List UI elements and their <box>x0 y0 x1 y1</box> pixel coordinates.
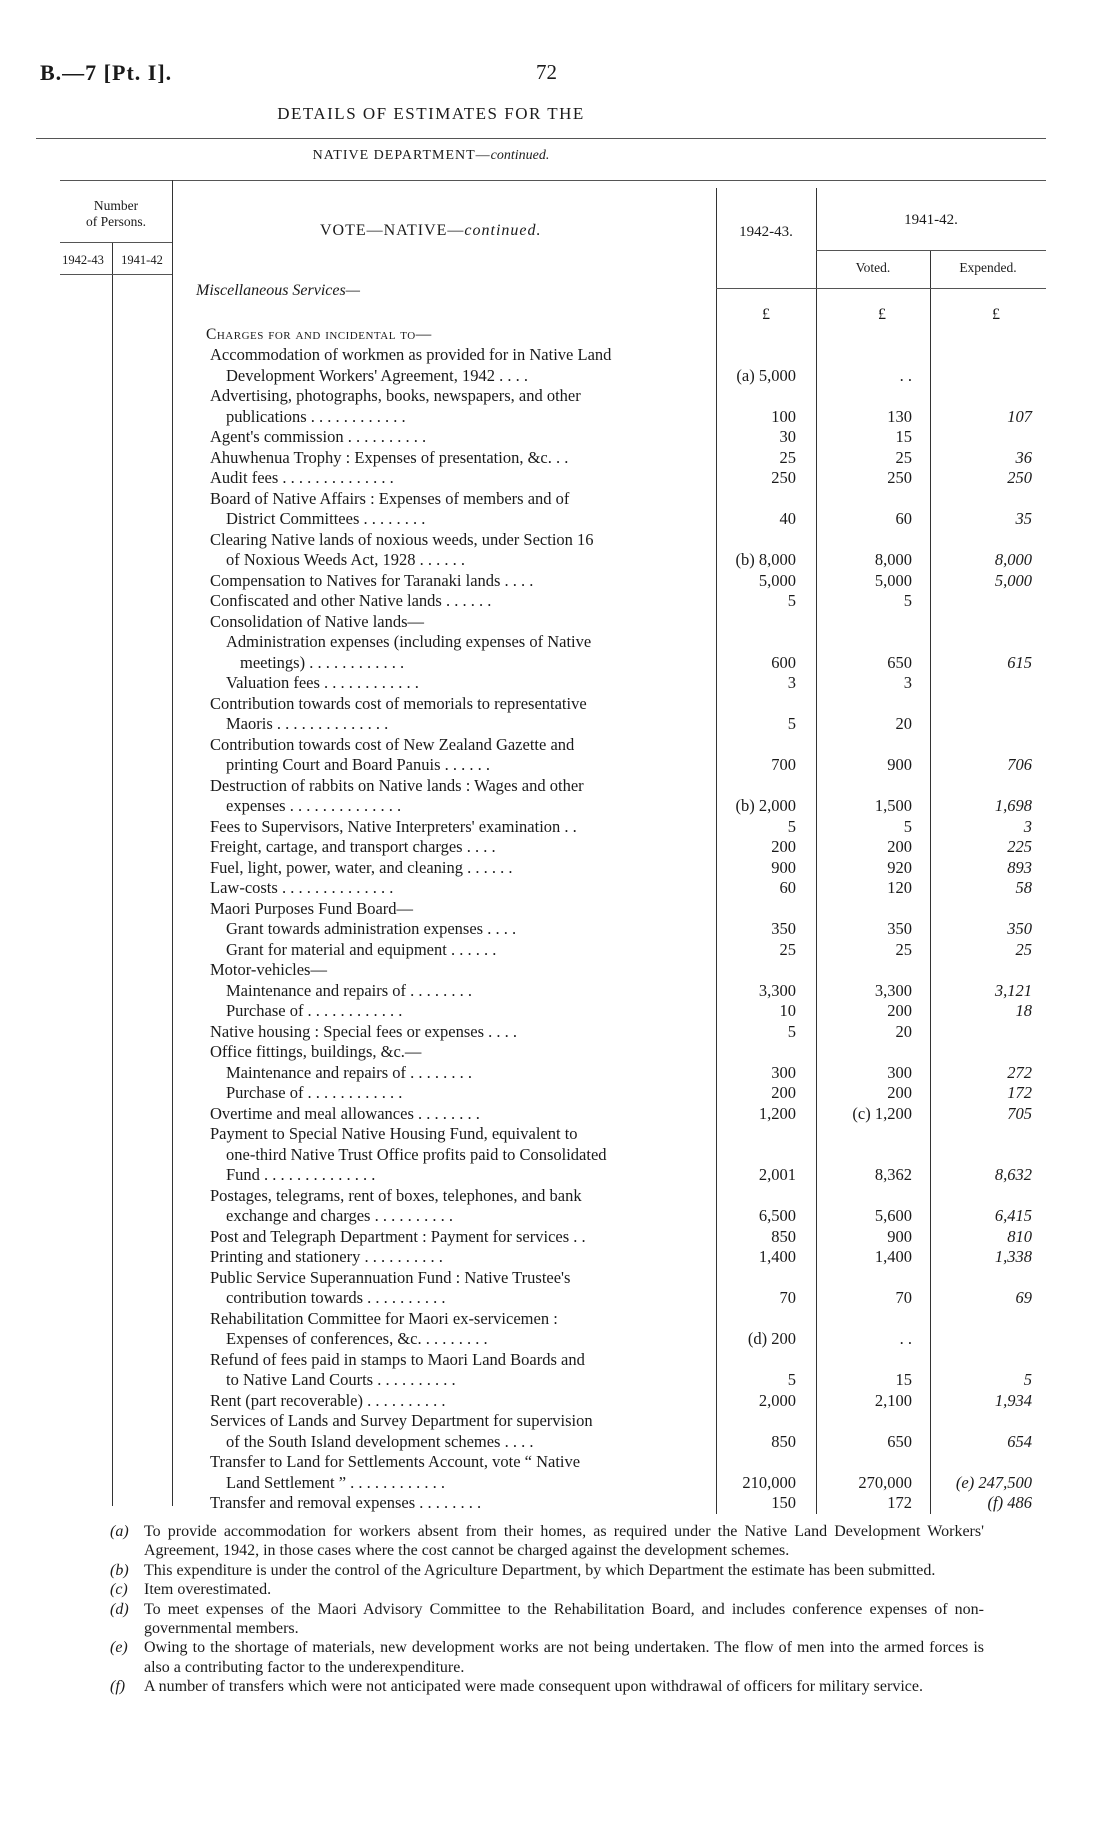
row-description: of Noxious Weeds Act, 1928 . . . . . . <box>226 550 465 569</box>
footnote-label: (d) <box>110 1600 129 1618</box>
persons-heading <box>60 198 172 230</box>
expended-amount: 8,632 <box>994 1165 1032 1184</box>
table-row <box>0 591 1114 611</box>
table-row <box>0 427 1114 447</box>
row-description: meetings) . . . . . . . . . . . . <box>240 652 405 672</box>
table-row <box>0 612 1114 632</box>
table-row <box>0 1452 1114 1472</box>
voted-amount: 15 <box>895 427 912 446</box>
department-name: NATIVE DEPARTMENT— <box>312 148 491 163</box>
estimate-amount: 850 <box>771 1431 796 1451</box>
row-description: District Committees . . . . . . . . <box>226 509 426 528</box>
table-row <box>0 468 1114 488</box>
vote-title <box>320 222 542 240</box>
row-description: Purchase of . . . . . . . . . . . . <box>226 1001 403 1020</box>
table-row <box>0 571 1114 591</box>
estimate-amount: 600 <box>771 652 796 672</box>
estimate-amount: 25 <box>779 447 796 467</box>
footnote-text: Item overestimated. <box>144 1581 272 1599</box>
voted-amount: 350 <box>887 919 912 938</box>
table-row <box>0 1186 1114 1206</box>
table-row <box>0 837 1114 857</box>
persons-heading-line1: Number <box>93 198 139 213</box>
table-row <box>0 530 1114 550</box>
row-description: Maoris . . . . . . . . . . . . . . <box>226 714 389 733</box>
row-description: Land Settlement ” . . . . . . . . . . . . <box>226 1472 446 1492</box>
voted-amount: 1,500 <box>874 796 912 815</box>
pound-sign-estimate: £ <box>762 306 770 323</box>
voted-amount: 3,300 <box>874 980 912 1000</box>
voted-amount: 5,600 <box>874 1206 912 1225</box>
estimate-amount: 5,000 <box>758 570 796 590</box>
report-reference: B.—7 [Pt. I]. <box>40 60 173 85</box>
table-row <box>0 1104 1114 1124</box>
row-description: Services of Lands and Survey Department for supervision <box>210 1411 593 1430</box>
pound-sign-voted: £ <box>878 306 886 323</box>
footnote-text: Owing to the shortage of materials, new development works are not being undertaken. The flow of men into the armed forces is also a contributing factor to the underexpenditure. <box>144 1639 984 1676</box>
voted-amount: 25 <box>895 939 912 959</box>
voted-amount: 8,362 <box>874 1165 912 1184</box>
row-description: Rent (part recoverable) . . . . . . . . . . <box>210 1390 446 1410</box>
row-description: Confiscated and other Native lands . . . . . . <box>210 591 492 610</box>
row-description: Post and Telegraph Department : Payment for services . . <box>210 1226 586 1246</box>
row-description: Consolidation of Native lands— <box>210 611 425 631</box>
table-row <box>0 366 1114 386</box>
row-description: Maintenance and repairs of . . . . . . . . <box>226 980 473 1000</box>
table-row <box>0 653 1114 673</box>
estimate-amount: 850 <box>771 1226 796 1246</box>
table-row <box>0 919 1114 939</box>
voted-amount: 200 <box>887 837 912 856</box>
table-row <box>0 1063 1114 1083</box>
estimate-amount: 200 <box>771 1083 796 1102</box>
table-row <box>0 776 1114 796</box>
expended-amount: 36 <box>1015 447 1032 467</box>
row-description: Audit fees . . . . . . . . . . . . . . <box>210 468 394 487</box>
department-continued: continued. <box>490 148 550 163</box>
expended-amount: 706 <box>1007 755 1032 774</box>
estimate-amount: 3 <box>787 673 796 692</box>
table-row <box>0 448 1114 468</box>
expended-amount: 654 <box>1007 1431 1032 1451</box>
table-row <box>0 550 1114 570</box>
estimate-amount: 350 <box>771 919 796 938</box>
row-description: Maintenance and repairs of . . . . . . . . <box>226 1062 473 1082</box>
table-row <box>0 1145 1114 1165</box>
row-description: Destruction of rabbits on Native lands : Wages and other <box>210 775 584 795</box>
row-description: Accommodation of workmen as provided for in Native Land <box>210 345 612 364</box>
footnotes <box>104 1522 984 1697</box>
row-description: Rehabilitation Committee for Maori ex-servicemen : <box>210 1308 558 1328</box>
table-row <box>0 858 1114 878</box>
expended-amount: 250 <box>1007 468 1032 487</box>
estimate-amount: 5 <box>787 714 796 733</box>
expended-amount: (e) 247,500 <box>955 1472 1032 1492</box>
estimate-amount: 250 <box>771 468 796 487</box>
table-row <box>0 407 1114 427</box>
estimate-amount: 2,000 <box>758 1390 796 1410</box>
table-row <box>0 1370 1114 1390</box>
row-description: Contribution towards cost of memorials to representative <box>210 693 587 713</box>
row-description: Compensation to Natives for Taranaki lands . . . . <box>210 570 534 590</box>
voted-amount: 5,000 <box>874 570 912 590</box>
voted-amount: 5 <box>903 591 912 610</box>
voted-amount: 1,400 <box>874 1247 912 1266</box>
voted-amount: 900 <box>887 1226 912 1246</box>
row-description: Transfer to Land for Settlements Account, vote “ Native <box>210 1452 581 1471</box>
expended-amount: 3 <box>1023 816 1032 836</box>
row-description: of the South Island development schemes . . . . <box>226 1431 534 1451</box>
row-description: Public Service Superannuation Fund : Native Trustee's <box>210 1267 571 1287</box>
estimate-amount: 2,001 <box>758 1165 796 1184</box>
expended-amount: (f) 486 <box>987 1493 1032 1512</box>
amounts-header-rule <box>716 288 1046 289</box>
estimate-amount: 200 <box>771 837 796 856</box>
prior-year-heading: 1941-42. <box>904 212 958 228</box>
table-row <box>0 960 1114 980</box>
expended-amount: 3,121 <box>994 980 1032 1000</box>
row-description: Clearing Native lands of noxious weeds, under Section 16 <box>210 529 594 549</box>
row-description: Maori Purposes Fund Board— <box>210 898 414 918</box>
voted-heading: Voted. <box>855 260 891 275</box>
page-title: DETAILS OF ESTIMATES FOR THE <box>277 104 585 123</box>
expended-amount: 615 <box>1007 652 1032 672</box>
row-description: contribution towards . . . . . . . . . . <box>226 1288 446 1307</box>
persons-year-1941: 1941-42 <box>121 253 163 267</box>
table-row <box>0 1165 1114 1185</box>
row-description: Development Workers' Agreement, 1942 . . . . <box>226 365 528 385</box>
estimate-amount: 5 <box>787 816 796 836</box>
estimate-amount: 100 <box>771 406 796 426</box>
expended-amount: 810 <box>1007 1226 1032 1246</box>
table-row <box>0 899 1114 919</box>
table-row <box>0 1001 1114 1021</box>
persons-year-1942: 1942-43 <box>62 253 104 267</box>
table-row <box>0 1268 1114 1288</box>
row-description: to Native Land Courts . . . . . . . . . . <box>226 1370 456 1389</box>
row-description: Fund . . . . . . . . . . . . . . <box>226 1165 376 1184</box>
expended-amount: 25 <box>1015 939 1032 959</box>
voted-amount: 200 <box>887 1001 912 1020</box>
row-description: publications . . . . . . . . . . . . <box>226 406 406 426</box>
footnote <box>104 1580 984 1599</box>
voted-amount: 300 <box>887 1062 912 1082</box>
row-description: Valuation fees . . . . . . . . . . . . <box>226 673 419 692</box>
row-description: Office fittings, buildings, &c.— <box>210 1042 422 1061</box>
table-row <box>0 1288 1114 1308</box>
row-description: Ahuwhenua Trophy : Expenses of presentation, &c. . . <box>210 447 569 467</box>
row-description: Motor-vehicles— <box>210 960 327 979</box>
footnote-text: This expenditure is under the control of the Agriculture Department, by which Department the estimate has been submitted. <box>144 1561 936 1579</box>
expended-amount: 350 <box>1007 919 1032 938</box>
table-row <box>0 632 1114 652</box>
row-description: Agent's commission . . . . . . . . . . <box>210 427 427 446</box>
table-row <box>0 509 1114 529</box>
table-row <box>0 1247 1114 1267</box>
row-description: Transfer and removal expenses . . . . . . . . <box>210 1493 482 1512</box>
table-row <box>0 1473 1114 1493</box>
estimate-amount: 10 <box>779 1001 796 1020</box>
footnote-label: (a) <box>110 1523 129 1540</box>
voted-amount: . . <box>899 1329 912 1348</box>
row-description: exchange and charges . . . . . . . . . . <box>226 1206 453 1225</box>
estimate-amount: 70 <box>779 1288 796 1307</box>
prior-year-rule <box>816 250 1046 251</box>
estimate-amount: 60 <box>779 878 796 897</box>
footnote-text: To provide accommodation for workers absent from their homes, as required under the Native Land Development Workers' Agreement, 1942, in those cases where the cost cannot be charged against the development schemes. <box>144 1523 984 1560</box>
voted-amount: 3 <box>903 673 912 692</box>
estimate-amount: (b) 2,000 <box>735 796 796 815</box>
estimate-amount: (d) 200 <box>747 1329 796 1348</box>
table-row <box>0 940 1114 960</box>
table-row <box>0 981 1114 1001</box>
estimate-amount: (b) 8,000 <box>735 550 796 569</box>
voted-amount: 2,100 <box>874 1390 912 1410</box>
table-row <box>0 1124 1114 1144</box>
estimate-amount: 700 <box>771 755 796 774</box>
expended-amount: 1,934 <box>994 1390 1032 1410</box>
footnote-text: To meet expenses of the Maori Advisory Committee to the Rehabilitation Board, and includes conference expenses of non-governmental members. <box>144 1600 984 1638</box>
row-description: Administration expenses (including expenses of Native <box>226 632 592 651</box>
voted-amount: 920 <box>887 857 912 877</box>
expended-amount: 6,415 <box>994 1206 1032 1225</box>
expended-amount: 1,338 <box>994 1247 1032 1266</box>
table-row <box>0 1022 1114 1042</box>
row-description: Freight, cartage, and transport charges . . . . <box>210 837 496 856</box>
row-description: Law-costs . . . . . . . . . . . . . . <box>210 878 394 897</box>
row-description: Purchase of . . . . . . . . . . . . <box>226 1083 403 1102</box>
estimate-amount: 1,400 <box>758 1247 796 1266</box>
footnote <box>104 1638 984 1677</box>
table-row <box>0 1432 1114 1452</box>
table-row <box>0 817 1114 837</box>
row-description: Overtime and meal allowances . . . . . . . . <box>210 1103 480 1123</box>
table-row <box>0 386 1114 406</box>
estimate-amount: 300 <box>771 1062 796 1082</box>
voted-amount: . . <box>899 365 912 385</box>
footnote <box>104 1600 984 1639</box>
table-row <box>0 735 1114 755</box>
table-row <box>0 1350 1114 1370</box>
estimate-amount: 5 <box>787 591 796 610</box>
voted-amount: 200 <box>887 1083 912 1102</box>
voted-amount: 15 <box>895 1370 912 1389</box>
persons-heading-line2: of Persons. <box>86 214 146 229</box>
row-description: Native housing : Special fees or expenses . . . . <box>210 1021 518 1041</box>
voted-amount: 172 <box>887 1493 912 1512</box>
estimate-amount: 40 <box>779 509 796 528</box>
voted-amount: 250 <box>887 468 912 487</box>
voted-amount: 120 <box>887 878 912 897</box>
expended-heading: Expended. <box>959 260 1017 275</box>
expended-amount: 225 <box>1007 837 1032 856</box>
expended-amount: 893 <box>1007 857 1032 877</box>
row-description: Grant for material and equipment . . . . . . <box>226 939 497 959</box>
table-row <box>0 694 1114 714</box>
voted-amount: 130 <box>887 406 912 426</box>
voted-amount: 5 <box>903 816 912 836</box>
page-number: 72 <box>536 60 557 84</box>
expended-amount: 69 <box>1015 1288 1032 1307</box>
voted-amount: (c) 1,200 <box>852 1103 912 1123</box>
persons-subheader-rule <box>60 274 172 275</box>
voted-amount: 270,000 <box>858 1472 912 1492</box>
persons-header-rule <box>60 242 172 243</box>
voted-amount: 20 <box>895 714 912 733</box>
expended-amount: 35 <box>1015 509 1032 528</box>
table-row <box>0 1227 1114 1247</box>
row-description: Refund of fees paid in stamps to Maori Land Boards and <box>210 1349 585 1369</box>
expended-amount: 58 <box>1015 878 1032 897</box>
voted-amount: 70 <box>895 1288 912 1307</box>
row-description: Fees to Supervisors, Native Interpreters' examination . . <box>210 816 577 836</box>
department-heading <box>0 148 862 164</box>
estimate-amount: 210,000 <box>742 1472 796 1492</box>
footnote <box>104 1677 984 1696</box>
voted-amount: 25 <box>895 447 912 467</box>
table-top-rule <box>60 180 1046 181</box>
row-description: Grant towards administration expenses . . . . <box>226 919 517 938</box>
estimate-amount: 5 <box>787 1021 796 1041</box>
row-description: Advertising, photographs, books, newspapers, and other <box>210 386 581 405</box>
table-row <box>0 489 1114 509</box>
row-description: Expenses of conferences, &c. . . . . . . . . <box>226 1329 488 1348</box>
voted-amount: 60 <box>895 509 912 528</box>
table-row <box>0 714 1114 734</box>
footnote <box>104 1561 984 1580</box>
expended-amount: 1,698 <box>994 796 1032 815</box>
pound-sign-expended: £ <box>992 306 1000 323</box>
row-description: Board of Native Affairs : Expenses of members and of <box>210 488 570 508</box>
table-row <box>0 796 1114 816</box>
footnote-text: A number of transfers which were not anticipated were made consequent upon withdrawal of officers for military service. <box>144 1678 923 1696</box>
row-description: Postages, telegrams, rent of boxes, telephones, and bank <box>210 1185 582 1205</box>
estimate-amount: 3,300 <box>758 980 796 1000</box>
expended-amount: 18 <box>1015 1001 1032 1020</box>
expended-amount: 107 <box>1007 406 1032 426</box>
row-description: Printing and stationery . . . . . . . . . . <box>210 1247 443 1266</box>
footnote-label: (e) <box>110 1639 128 1657</box>
footnote-label: (c) <box>110 1581 128 1599</box>
table-row <box>0 1391 1114 1411</box>
expended-amount: 8,000 <box>994 550 1032 569</box>
expended-amount: 272 <box>1007 1062 1032 1082</box>
row-description: Fuel, light, power, water, and cleaning . . . . . . <box>210 857 513 877</box>
header-rule <box>36 138 1046 139</box>
row-description: Payment to Special Native Housing Fund, equivalent to <box>210 1124 578 1143</box>
vote-continued: continued. <box>464 222 542 239</box>
voted-amount: 650 <box>887 652 912 672</box>
table-row <box>0 1309 1114 1329</box>
table-row <box>0 755 1114 775</box>
table-row <box>0 1411 1114 1431</box>
estimate-amount: 30 <box>779 427 796 446</box>
estimate-amount: 150 <box>771 1493 796 1512</box>
table-row <box>0 345 1114 365</box>
estimate-amount: 25 <box>779 939 796 959</box>
expended-amount: 5 <box>1023 1370 1032 1389</box>
estimate-amount: (a) 5,000 <box>736 365 796 385</box>
vote-name: VOTE—NATIVE— <box>320 222 465 239</box>
row-description: printing Court and Board Panuis . . . . . . <box>226 755 490 774</box>
estimate-amount: 900 <box>771 857 796 877</box>
footnote-label: (b) <box>110 1561 129 1579</box>
row-description: expenses . . . . . . . . . . . . . . <box>226 796 402 815</box>
table-row <box>0 1083 1114 1103</box>
estimate-amount: 1,200 <box>758 1103 796 1123</box>
voted-amount: 8,000 <box>874 550 912 569</box>
voted-amount: 20 <box>895 1021 912 1041</box>
expended-amount: 5,000 <box>994 570 1032 590</box>
footnote <box>104 1522 984 1561</box>
charges-subheading: Charges for and incidental to— <box>206 326 432 343</box>
estimate-year-heading: 1942-43. <box>739 224 793 240</box>
row-description: one-third Native Trust Office profits paid to Consolidated <box>226 1144 607 1164</box>
section-title: Miscellaneous Services— <box>196 282 360 299</box>
voted-amount: 650 <box>887 1431 912 1451</box>
table-row <box>0 878 1114 898</box>
table-row <box>0 1493 1114 1513</box>
estimate-amount: 5 <box>787 1370 796 1389</box>
table-row <box>0 1329 1114 1349</box>
table-row <box>0 1042 1114 1062</box>
row-description: Contribution towards cost of New Zealand Gazette and <box>210 734 575 754</box>
table-row <box>0 1206 1114 1226</box>
expended-amount: 172 <box>1007 1083 1032 1102</box>
footnote-label: (f) <box>110 1678 126 1696</box>
voted-amount: 900 <box>887 755 912 774</box>
estimate-amount: 6,500 <box>758 1206 796 1225</box>
table-row <box>0 673 1114 693</box>
expended-amount: 705 <box>1007 1103 1032 1123</box>
